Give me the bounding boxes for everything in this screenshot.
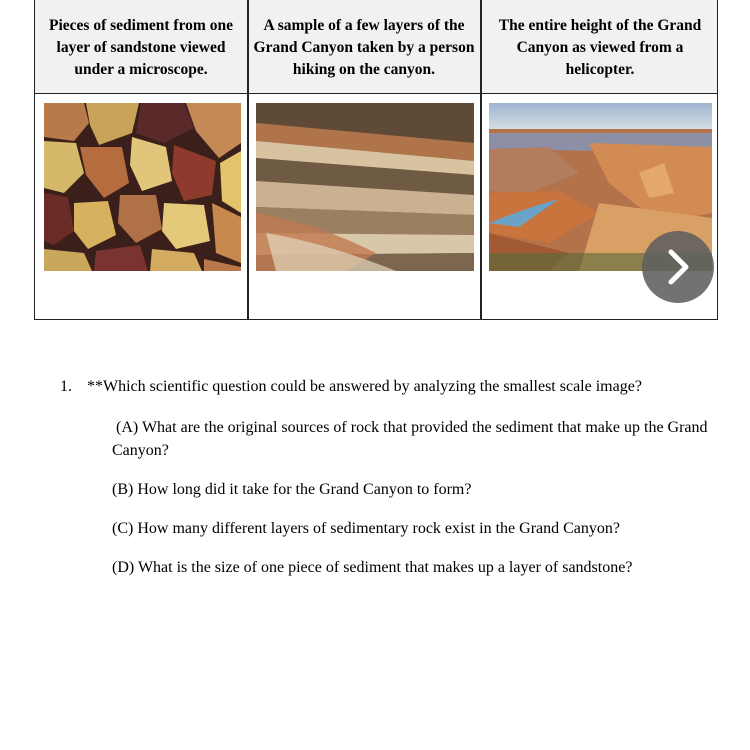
option-label: (A) <box>116 419 139 436</box>
option-label: (B) <box>112 481 134 498</box>
option-text: How long did it take for the Grand Canyon to form? <box>137 481 472 498</box>
option-a[interactable] <box>112 416 712 462</box>
column-divider <box>247 0 249 319</box>
header-sandstone-microscope: Pieces of sediment from one layer of sandstone viewed under a microscope. <box>49 17 233 78</box>
column-divider <box>480 0 482 319</box>
question-number: 1. <box>60 378 72 395</box>
header-canyon-layers: A sample of a few layers of the Grand Canyon taken by a person hiking on the canyon. <box>253 17 475 78</box>
option-label: (C) <box>112 520 134 537</box>
header-grand-canyon-aerial: The entire height of the Grand Canyon as viewed from a helicopter. <box>498 17 702 78</box>
next-image-button[interactable] <box>642 231 714 303</box>
sandstone-microscope-image <box>44 103 241 271</box>
option-text: What are the original sources of rock that provided the sediment that make up the Grand Canyon? <box>112 419 708 459</box>
option-d[interactable] <box>112 556 712 579</box>
option-label: (D) <box>112 559 135 576</box>
option-text: What is the size of one piece of sediment that makes up a layer of sandstone? <box>137 559 633 576</box>
option-text: How many different layers of sedimentary rock exist in the Grand Canyon? <box>137 520 620 537</box>
option-c[interactable] <box>112 517 712 540</box>
question-text: **Which scientific question could be answered by analyzing the smallest scale image? <box>87 378 642 395</box>
chevron-right-icon <box>642 231 714 303</box>
canyon-layers-image <box>256 103 474 271</box>
option-b[interactable] <box>112 478 712 501</box>
